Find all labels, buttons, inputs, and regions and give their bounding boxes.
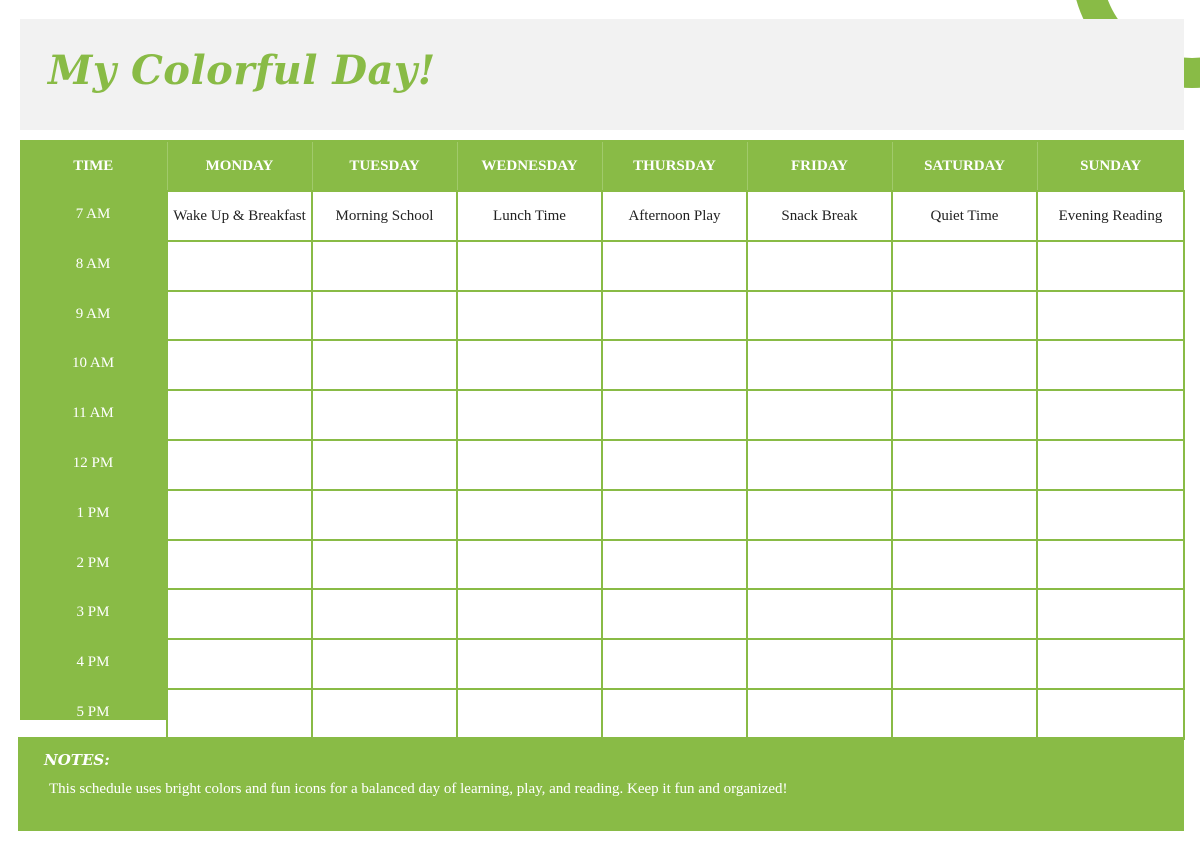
slot-thursday[interactable] [602,639,747,689]
time-label: 3 PM [76,604,110,621]
column-header-sunday: SUNDAY [1037,142,1184,191]
schedule-row [20,390,1184,440]
slot-wednesday[interactable] [457,639,602,689]
slot-friday[interactable]: Snack Break [747,191,892,241]
slot-monday[interactable] [167,689,312,739]
column-header-tuesday: TUESDAY [312,142,457,191]
column-header-monday: MONDAY [167,142,312,191]
slot-friday[interactable] [747,340,892,390]
column-header-saturday: SATURDAY [892,142,1037,191]
schedule-row [20,440,1184,490]
slot-friday[interactable] [747,440,892,490]
schedule-row [20,291,1184,341]
slot-friday[interactable] [747,540,892,590]
schedule-row [20,589,1184,639]
time-label: 12 PM [72,454,114,471]
slot-sunday[interactable] [1037,390,1184,440]
slot-sunday[interactable] [1037,639,1184,689]
slot-sunday[interactable] [1037,291,1184,341]
slot-monday[interactable] [167,639,312,689]
slot-tuesday[interactable] [312,340,457,390]
slot-saturday[interactable] [892,241,1037,291]
time-label: 5 PM [76,703,110,720]
slot-tuesday[interactable] [312,490,457,540]
slot-wednesday[interactable] [457,340,602,390]
slot-saturday[interactable] [892,490,1037,540]
slot-thursday[interactable] [602,241,747,291]
slot-tuesday[interactable] [312,689,457,739]
slot-saturday[interactable] [892,340,1037,390]
slot-sunday[interactable] [1037,689,1184,739]
slot-thursday[interactable] [602,340,747,390]
schedule-table [20,142,1185,740]
slot-sunday[interactable] [1037,440,1184,490]
weekly-schedule [20,140,1184,720]
page-title: My Colorful Day! [48,47,436,94]
slot-wednesday[interactable] [457,291,602,341]
slot-friday[interactable] [747,639,892,689]
slot-sunday[interactable] [1037,490,1184,540]
slot-tuesday[interactable] [312,390,457,440]
slot-wednesday[interactable] [457,390,602,440]
slot-sunday[interactable] [1037,540,1184,590]
slot-saturday[interactable] [892,589,1037,639]
slot-thursday[interactable] [602,689,747,739]
slot-tuesday[interactable] [312,440,457,490]
column-header-time: TIME [73,158,114,174]
slot-thursday[interactable] [602,490,747,540]
slot-monday[interactable] [167,589,312,639]
slot-thursday[interactable] [602,291,747,341]
slot-wednesday[interactable] [457,689,602,739]
notes-heading: NOTES: [44,751,110,769]
slot-tuesday[interactable]: Morning School [312,191,457,241]
slot-saturday[interactable] [892,689,1037,739]
slot-friday[interactable] [747,390,892,440]
slot-monday[interactable]: Wake Up & Breakfast [167,191,312,241]
slot-sunday[interactable] [1037,589,1184,639]
schedule-row [20,639,1184,689]
column-header-friday: FRIDAY [747,142,892,191]
slot-monday[interactable] [167,340,312,390]
time-label: 8 AM [75,255,111,272]
time-label: 10 AM [71,355,115,372]
time-label: 2 PM [76,554,110,571]
slot-wednesday[interactable] [457,241,602,291]
schedule-row [20,490,1184,540]
slot-saturday[interactable] [892,540,1037,590]
slot-sunday[interactable] [1037,241,1184,291]
slot-saturday[interactable] [892,291,1037,341]
slot-sunday[interactable] [1037,340,1184,390]
slot-thursday[interactable] [602,390,747,440]
header-row [20,142,1184,191]
slot-saturday[interactable]: Quiet Time [892,191,1037,241]
slot-thursday[interactable]: Afternoon Play [602,191,747,241]
schedule-row [20,191,1184,241]
slot-wednesday[interactable] [457,440,602,490]
schedule-row [20,689,1184,739]
slot-thursday[interactable] [602,589,747,639]
slot-wednesday[interactable] [457,540,602,590]
slot-sunday[interactable]: Evening Reading [1037,191,1184,241]
slot-tuesday[interactable] [312,241,457,291]
slot-saturday[interactable] [892,639,1037,689]
slot-monday[interactable] [167,540,312,590]
column-header-thursday: THURSDAY [602,142,747,191]
time-label: 1 PM [76,504,110,521]
column-header-wednesday: WEDNESDAY [457,142,602,191]
slot-wednesday[interactable]: Lunch Time [457,191,602,241]
slot-tuesday[interactable] [312,589,457,639]
schedule-row [20,340,1184,390]
slot-monday[interactable] [167,440,312,490]
slot-saturday[interactable] [892,440,1037,490]
slot-thursday[interactable] [602,540,747,590]
schedule-row [20,241,1184,291]
slot-friday[interactable] [747,689,892,739]
slot-thursday[interactable] [602,440,747,490]
time-label: 11 AM [72,405,114,422]
slot-saturday[interactable] [892,390,1037,440]
slot-tuesday[interactable] [312,540,457,590]
slot-tuesday[interactable] [312,291,457,341]
page-header [20,19,1184,130]
slot-monday[interactable] [167,390,312,440]
schedule-row [20,540,1184,590]
time-label: 7 AM [75,206,111,222]
slot-wednesday[interactable] [457,589,602,639]
slot-friday[interactable] [747,241,892,291]
notes-text: This schedule uses bright colors and fun icons for a balanced day of learning, play, and reading. Keep it fun and organized! [49,781,788,797]
time-label: 4 PM [76,654,110,671]
notes-panel [18,737,1184,831]
slot-friday[interactable] [747,291,892,341]
slot-wednesday[interactable] [457,490,602,540]
slot-monday[interactable] [167,490,312,540]
schedule-body [20,191,1184,739]
time-label: 9 AM [75,305,111,322]
slot-tuesday[interactable] [312,639,457,689]
slot-monday[interactable] [167,241,312,291]
slot-friday[interactable] [747,490,892,540]
slot-monday[interactable] [167,291,312,341]
slot-friday[interactable] [747,589,892,639]
